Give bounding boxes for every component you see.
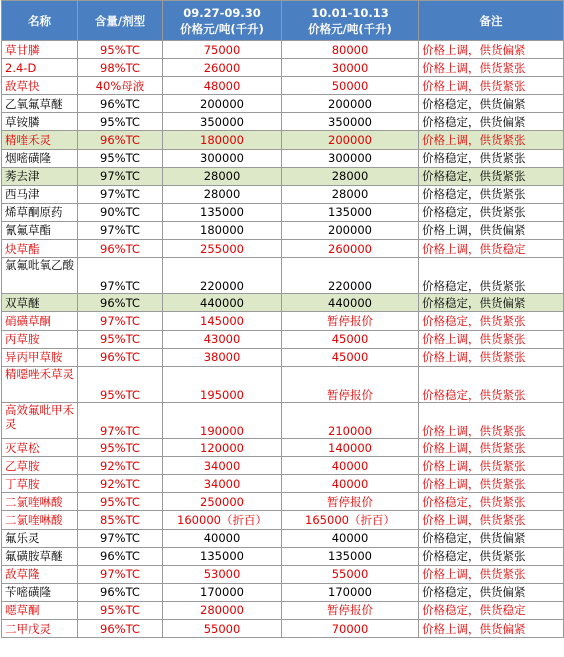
cell-spec: 85%TC: [78, 511, 163, 529]
cell-spec: 97%TC: [78, 185, 163, 203]
cell-price-2: 40000: [282, 475, 419, 493]
cell-name: 灭草松: [2, 439, 78, 457]
cell-price-2: 70000: [282, 620, 419, 638]
cell-spec: 98%TC: [78, 59, 163, 77]
header-price-period-2: [282, 1, 419, 41]
table-row: [2, 583, 564, 601]
cell-price-2: 260000: [282, 240, 419, 258]
cell-spec: 95%TC: [78, 41, 163, 59]
cell-price-2: 200000: [282, 221, 419, 239]
cell-price-1: 220000: [163, 258, 282, 294]
cell-note: 价格稳定，供货紧张: [419, 149, 564, 167]
cell-spec: 95%TC: [78, 493, 163, 511]
cell-note: 价格稳定，供货紧张: [419, 493, 564, 511]
cell-name: 敌草快: [2, 77, 78, 95]
cell-price-2: 80000: [282, 41, 419, 59]
cell-spec: 96%TC: [78, 348, 163, 366]
header-note: 备注: [419, 1, 564, 41]
table-row: [2, 185, 564, 203]
table-row: [2, 529, 564, 547]
table-row: [2, 457, 564, 475]
table-row: [2, 221, 564, 239]
cell-note: 价格上调，供货稳定: [419, 240, 564, 258]
cell-note: 价格上调，供货紧张: [419, 402, 564, 438]
table-row: [2, 330, 564, 348]
cell-note: 价格稳定，供货紧张: [419, 185, 564, 203]
cell-price-1: 145000: [163, 312, 282, 330]
cell-price-1: 53000: [163, 565, 282, 583]
cell-name: 二甲戊灵: [2, 620, 78, 638]
cell-spec: 95%TC: [78, 601, 163, 619]
cell-price-1: 120000: [163, 439, 282, 457]
cell-spec: 96%TC: [78, 620, 163, 638]
cell-price-2: 220000: [282, 258, 419, 294]
cell-price-1: 26000: [163, 59, 282, 77]
table-row: [2, 601, 564, 619]
cell-name: 西马津: [2, 185, 78, 203]
cell-price-1: 160000（折百）: [163, 511, 282, 529]
cell-spec: 96%TC: [78, 95, 163, 113]
cell-name: 乙氧氟草醚: [2, 95, 78, 113]
cell-note: 价格稳定，供货紧张: [419, 167, 564, 185]
cell-name: 二氯喹啉酸: [2, 511, 78, 529]
cell-price-2: 165000（折百）: [282, 511, 419, 529]
header-price-period-1: [163, 1, 282, 41]
table-row: [2, 511, 564, 529]
cell-price-1: 350000: [163, 113, 282, 131]
cell-price-2: 暂停报价: [282, 601, 419, 619]
table-row: [2, 547, 564, 565]
table-row: [2, 95, 564, 113]
cell-note: 价格稳定，供货偏紧: [419, 529, 564, 547]
table-row: [2, 59, 564, 77]
cell-spec: 95%TC: [78, 366, 163, 402]
table-row: [2, 493, 564, 511]
cell-price-1: 440000: [163, 294, 282, 312]
cell-note: 价格上调，供货紧张: [419, 511, 564, 529]
table-row: [2, 258, 564, 294]
cell-note: 价格稳定，供货紧张: [419, 312, 564, 330]
cell-price-1: 255000: [163, 240, 282, 258]
header-price-1-unit: 价格元/吨(千升): [180, 21, 264, 36]
cell-note: 价格上调，供货紧张: [419, 439, 564, 457]
cell-price-2: 55000: [282, 565, 419, 583]
cell-name: 烯草酮原药: [2, 203, 78, 221]
cell-spec: 97%TC: [78, 402, 163, 438]
cell-name: 二氯喹啉酸: [2, 493, 78, 511]
header-price-2-unit: 价格元/吨(千升): [308, 21, 392, 36]
cell-name: 丙草胺: [2, 330, 78, 348]
cell-note: 价格上调，供货偏紧: [419, 221, 564, 239]
cell-price-2: 200000: [282, 95, 419, 113]
cell-spec: 97%TC: [78, 529, 163, 547]
table-row: [2, 348, 564, 366]
cell-note: 价格上调，供货紧张: [419, 330, 564, 348]
cell-note: 价格稳定，供货偏紧: [419, 95, 564, 113]
cell-spec: 97%TC: [78, 258, 163, 294]
cell-price-1: 135000: [163, 203, 282, 221]
table-row: [2, 41, 564, 59]
cell-spec: 95%TC: [78, 113, 163, 131]
cell-name: 氟乐灵: [2, 529, 78, 547]
cell-price-2: 440000: [282, 294, 419, 312]
table-row: [2, 366, 564, 402]
cell-name: 氯氟吡氧乙酸: [2, 258, 78, 294]
cell-price-2: 40000: [282, 457, 419, 475]
cell-price-1: 43000: [163, 330, 282, 348]
cell-price-1: 300000: [163, 149, 282, 167]
cell-price-2: 170000: [282, 583, 419, 601]
header-row: [2, 1, 564, 41]
cell-spec: 96%TC: [78, 547, 163, 565]
table-row: [2, 475, 564, 493]
cell-name: 异丙甲草胺: [2, 348, 78, 366]
cell-price-1: 75000: [163, 41, 282, 59]
cell-price-2: 30000: [282, 59, 419, 77]
cell-price-1: 200000: [163, 95, 282, 113]
cell-price-1: 28000: [163, 185, 282, 203]
cell-note: 价格稳定，供货紧张: [419, 366, 564, 402]
cell-price-1: 170000: [163, 583, 282, 601]
cell-name: 丁草胺: [2, 475, 78, 493]
cell-price-2: 300000: [282, 149, 419, 167]
cell-price-1: 135000: [163, 547, 282, 565]
cell-note: 价格上调，供货紧张: [419, 565, 564, 583]
cell-spec: 96%TC: [78, 240, 163, 258]
cell-spec: 97%TC: [78, 312, 163, 330]
cell-price-1: 180000: [163, 131, 282, 149]
cell-name: 2.4-D: [2, 59, 78, 77]
table-row: [2, 620, 564, 638]
cell-price-2: 暂停报价: [282, 312, 419, 330]
cell-spec: 97%TC: [78, 221, 163, 239]
cell-price-2: 暂停报价: [282, 493, 419, 511]
cell-note: 价格稳定，供货偏紧: [419, 583, 564, 601]
cell-price-1: 250000: [163, 493, 282, 511]
cell-note: 价格上调，供货紧张: [419, 77, 564, 95]
cell-price-1: 34000: [163, 475, 282, 493]
cell-price-1: 190000: [163, 402, 282, 438]
cell-spec: 92%TC: [78, 475, 163, 493]
cell-price-1: 28000: [163, 167, 282, 185]
table-row: [2, 439, 564, 457]
table-row: [2, 149, 564, 167]
cell-name: 双草醚: [2, 294, 78, 312]
table-row: [2, 294, 564, 312]
cell-price-2: 350000: [282, 113, 419, 131]
cell-name: 草甘膦: [2, 41, 78, 59]
header-price-1-date: 09.27-09.30: [183, 5, 261, 20]
table-row: [2, 113, 564, 131]
cell-note: 价格稳定，供货紧张: [419, 203, 564, 221]
cell-price-2: 40000: [282, 529, 419, 547]
cell-note: 价格上调，供货偏紧: [419, 41, 564, 59]
cell-price-2: 140000: [282, 439, 419, 457]
cell-name: 噁草酮: [2, 601, 78, 619]
cell-price-1: 180000: [163, 221, 282, 239]
cell-price-2: 45000: [282, 348, 419, 366]
cell-price-2: 210000: [282, 402, 419, 438]
cell-note: 价格稳定，供货偏紧: [419, 113, 564, 131]
cell-name: 乙草胺: [2, 457, 78, 475]
price-table: [1, 0, 564, 638]
table-row: [2, 203, 564, 221]
cell-price-2: 45000: [282, 330, 419, 348]
cell-price-1: 34000: [163, 457, 282, 475]
cell-name: 硝磺草酮: [2, 312, 78, 330]
cell-price-1: 48000: [163, 77, 282, 95]
cell-price-1: 195000: [163, 366, 282, 402]
cell-spec: 96%TC: [78, 583, 163, 601]
cell-spec: 40%母液: [78, 77, 163, 95]
cell-name: 敌草隆: [2, 565, 78, 583]
cell-note: 价格稳定，供货偏紧: [419, 294, 564, 312]
table-body: [2, 41, 564, 638]
cell-price-2: 28000: [282, 167, 419, 185]
cell-name: 草铵膦: [2, 113, 78, 131]
header-price-2-date: 10.01-10.13: [311, 5, 389, 20]
cell-name: 高效氟吡甲禾灵: [2, 402, 78, 438]
cell-note: 价格稳定，供货紧张: [419, 258, 564, 294]
cell-price-2: 50000: [282, 77, 419, 95]
cell-price-1: 280000: [163, 601, 282, 619]
cell-price-2: 28000: [282, 185, 419, 203]
cell-note: 价格上调，供货紧张: [419, 131, 564, 149]
cell-price-2: 135000: [282, 547, 419, 565]
table-row: [2, 240, 564, 258]
cell-spec: 92%TC: [78, 457, 163, 475]
cell-name: 精喹禾灵: [2, 131, 78, 149]
table-row: [2, 402, 564, 438]
cell-price-1: 55000: [163, 620, 282, 638]
cell-name: 炔草酯: [2, 240, 78, 258]
cell-price-2: 200000: [282, 131, 419, 149]
cell-note: 价格稳定，供货紧张: [419, 547, 564, 565]
cell-note: 价格稳定，供货稳定: [419, 601, 564, 619]
cell-price-2: 135000: [282, 203, 419, 221]
table-row: [2, 131, 564, 149]
cell-name: 氰氟草酯: [2, 221, 78, 239]
cell-name: 氟磺胺草醚: [2, 547, 78, 565]
cell-spec: 96%TC: [78, 131, 163, 149]
cell-price-1: 38000: [163, 348, 282, 366]
cell-spec: 97%TC: [78, 565, 163, 583]
cell-price-2: 暂停报价: [282, 366, 419, 402]
cell-spec: 90%TC: [78, 203, 163, 221]
cell-spec: 97%TC: [78, 167, 163, 185]
cell-name: 烟嘧磺隆: [2, 149, 78, 167]
table-row: [2, 565, 564, 583]
header-spec: 含量/剂型: [78, 1, 163, 41]
cell-price-1: 40000: [163, 529, 282, 547]
cell-note: 价格上调，供货紧张: [419, 475, 564, 493]
cell-spec: 95%TC: [78, 330, 163, 348]
header-name: 名称: [2, 1, 78, 41]
cell-name: 苄嘧磺隆: [2, 583, 78, 601]
table-row: [2, 167, 564, 185]
cell-note: 价格上调，供货紧张: [419, 59, 564, 77]
cell-spec: 95%TC: [78, 439, 163, 457]
cell-name: 精噁唑禾草灵: [2, 366, 78, 402]
cell-note: 价格上调，供货偏紧: [419, 620, 564, 638]
table-row: [2, 312, 564, 330]
table-row: [2, 77, 564, 95]
cell-note: 价格上调，供货紧张: [419, 457, 564, 475]
cell-spec: 95%TC: [78, 149, 163, 167]
cell-spec: 96%TC: [78, 294, 163, 312]
cell-note: 价格上调，供货紧张: [419, 348, 564, 366]
cell-name: 莠去津: [2, 167, 78, 185]
